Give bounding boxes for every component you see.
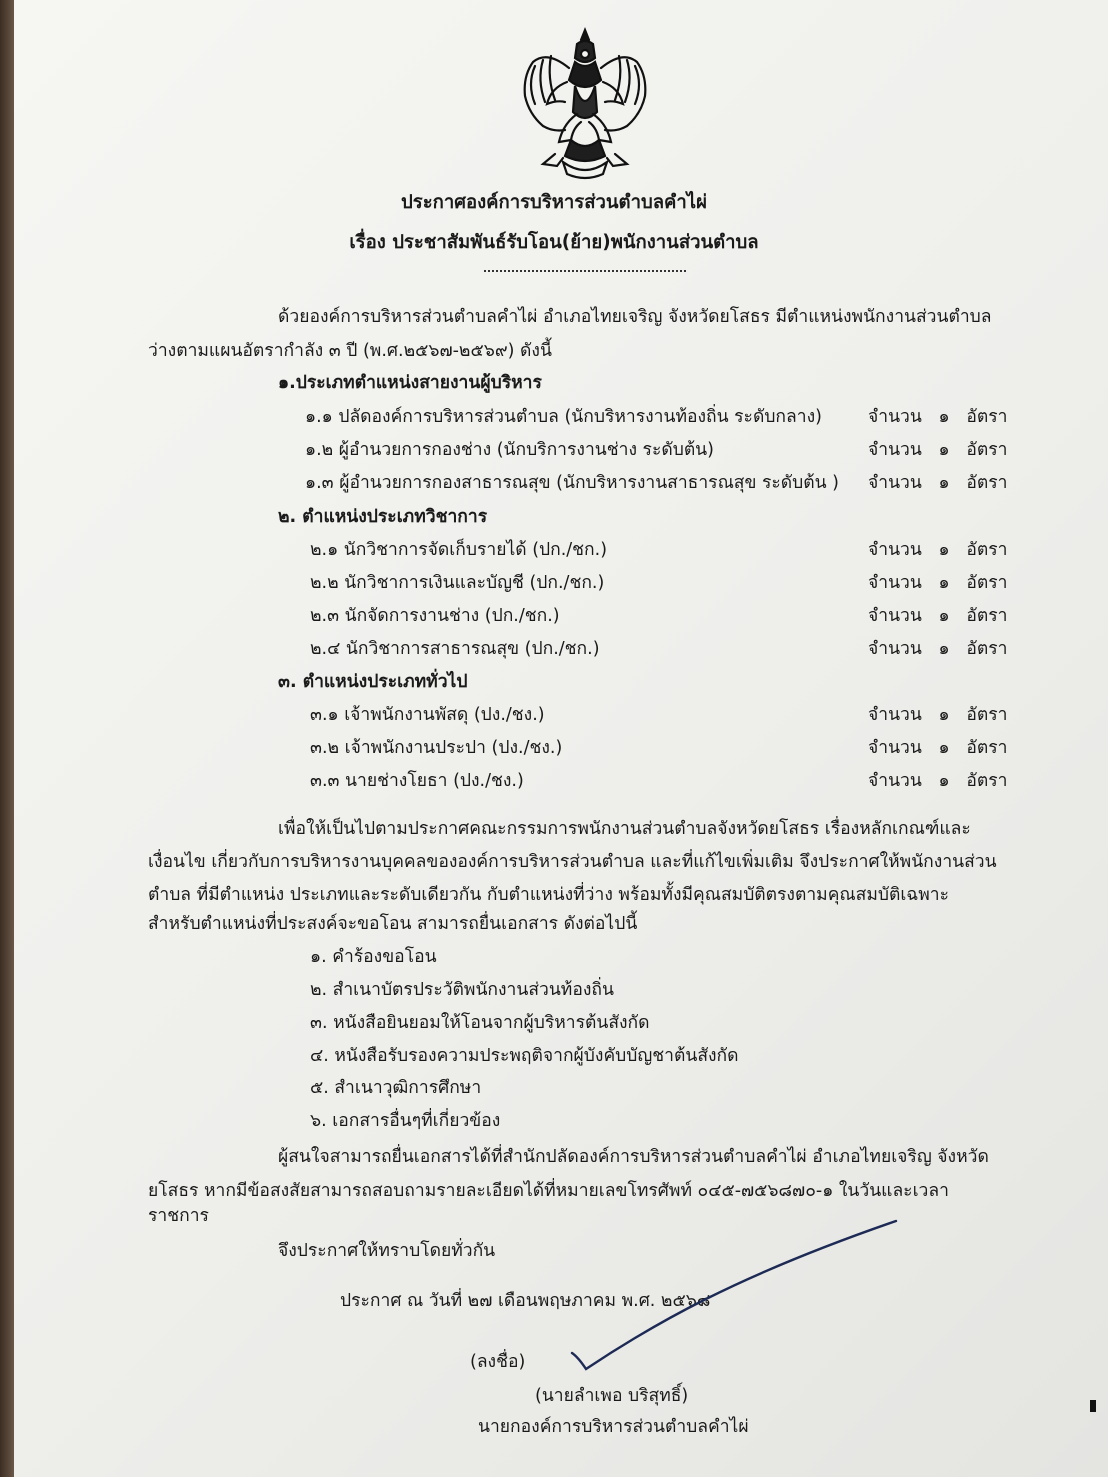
list-item: ๑.๒ ผู้อำนวยการกองช่าง (นักบริการงานช่าง ระดับต้น): [305, 440, 714, 460]
list-item: ๒.๒ นักวิชาการเงินและบัญชี (ปก./ชก.): [310, 573, 605, 593]
document-subject: เรื่อง ประชาสัมพันธ์รับโอน(ย้าย)พนักงานส่วนตำบล: [349, 232, 759, 253]
document-item: ๕. สำเนาวุฒิการศึกษา: [310, 1078, 482, 1098]
signer-title: นายกองค์การบริหารส่วนตำบลคำไผ่: [478, 1417, 749, 1437]
section-heading-1: ๑.ประเภทตำแหน่งสายงานผู้บริหาร: [278, 373, 542, 393]
section-heading-3: ๓. ตำแหน่งประเภททั่วไป: [278, 672, 468, 692]
signature-checkmark-icon: [560, 1215, 920, 1375]
document-item: ๑. คำร้องขอโอน: [310, 947, 437, 967]
position-count: จำนวน ๑ อัตรา: [868, 705, 1008, 725]
position-count: จำนวน ๑ อัตรา: [868, 771, 1008, 791]
document-item: ๒. สำเนาบัตรประวัติพนักงานส่วนท้องถิ่น: [310, 980, 614, 1000]
position-count: จำนวน ๑ อัตรา: [868, 639, 1008, 659]
signer-name: (นายลำเพอ บริสุทธิ์): [535, 1386, 689, 1406]
intro-line-2: ว่างตามแผนอัตรากำลัง ๓ ปี (พ.ศ.๒๕๖๗-๒๕๖๙) ดังนี้: [148, 341, 552, 361]
paragraph-line: ราชการ: [148, 1206, 209, 1226]
list-item: ๓.๒ เจ้าพนักงานประปา (ปง./ชง.): [310, 738, 563, 758]
position-count: จำนวน ๑ อัตรา: [868, 606, 1008, 626]
paragraph-line: ผู้สนใจสามารถยื่นเอกสารได้ที่สำนักปลัดองค์การบริหารส่วนตำบลคำไผ่ อำเภอไทยเจริญ จังหวัด: [278, 1147, 989, 1167]
position-count: จำนวน ๑ อัตรา: [868, 407, 1008, 427]
document-title: ประกาศองค์การบริหารส่วนตำบลคำไผ่: [401, 192, 707, 213]
document-item: ๓. หนังสือยินยอมให้โอนจากผู้บริหารต้นสังกัด: [310, 1013, 650, 1033]
paragraph-line: สำหรับตำแหน่งที่ประสงค์จะขอโอน สามารถยื่นเอกสาร ดังต่อไปนี้: [148, 914, 638, 934]
position-count: จำนวน ๑ อัตรา: [868, 573, 1008, 593]
position-count: จำนวน ๑ อัตรา: [868, 540, 1008, 560]
section-heading-2: ๒. ตำแหน่งประเภทวิชาการ: [278, 507, 488, 527]
document-item: ๔. หนังสือรับรองความประพฤติจากผู้บังคับบัญชาต้นสังกัด: [310, 1046, 739, 1066]
position-count: จำนวน ๑ อัตรา: [868, 473, 1008, 493]
closing-line: จึงประกาศให้ทราบโดยทั่วกัน: [278, 1241, 496, 1261]
title-divider: [484, 270, 686, 272]
list-item: ๓.๑ เจ้าพนักงานพัสดุ (ปง./ชง.): [310, 705, 545, 725]
position-count: จำนวน ๑ อัตรา: [868, 738, 1008, 758]
paragraph-line: ตำบล ที่มีตำแหน่ง ประเภทและระดับเดียวกัน กับตำแหน่งที่ว่าง พร้อมทั้งมีคุณสมบัติตรงตามคุณสมบัติเฉพาะ: [148, 885, 949, 905]
garuda-emblem-icon: [505, 22, 665, 182]
announcement-date: ประกาศ ณ วันที่ ๒๗ เดือนพฤษภาคม พ.ศ. ๒๕๖๘: [340, 1291, 711, 1311]
list-item: ๒.๔ นักวิชาการสาธารณสุข (ปก./ชก.): [310, 639, 600, 659]
list-item: ๒.๓ นักจัดการงานช่าง (ปก./ชก.): [310, 606, 560, 626]
list-item: ๒.๑ นักวิชาการจัดเก็บรายได้ (ปก./ชก.): [310, 540, 608, 560]
intro-line-1: ด้วยองค์การบริหารส่วนตำบลคำไผ่ อำเภอไทยเจริญ จังหวัดยโสธร มีตำแหน่งพนักงานส่วนตำบล: [278, 307, 992, 327]
paragraph-line: เพื่อให้เป็นไปตามประกาศคณะกรรมการพนักงานส่วนตำบลจังหวัดยโสธร เรื่องหลักเกณฑ์และ: [278, 819, 971, 839]
position-count: จำนวน ๑ อัตรา: [868, 440, 1008, 460]
document-item: ๖. เอกสารอื่นๆที่เกี่ยวข้อง: [310, 1111, 501, 1131]
paragraph-line: เงื่อนไข เกี่ยวกับการบริหารงานบุคคลขององค์การบริหารส่วนตำบล และที่แก้ไขเพิ่มเติม จึงประกาศให้พนักงานส่วน: [148, 852, 997, 872]
list-item: ๑.๓ ผู้อำนวยการกองสาธารณสุข (นักบริหารงานสาธารณสุข ระดับต้น ): [305, 473, 839, 493]
list-item: ๑.๑ ปลัดองค์การบริหารส่วนตำบล (นักบริหารงานท้องถิ่น ระดับกลาง): [305, 407, 822, 427]
sign-label: (ลงชื่อ): [470, 1352, 526, 1372]
paragraph-line: ยโสธร หากมีข้อสงสัยสามารถสอบถามรายละเอียดได้ที่หมายเลขโทรศัพท์ ๐๔๕-๗๕๖๘๗๐-๑ ในวันและเวลา: [148, 1181, 949, 1201]
edge-mark: [1090, 1400, 1096, 1412]
list-item: ๓.๓ นายช่างโยธา (ปง./ชง.): [310, 771, 524, 791]
background-edge: [0, 0, 14, 1477]
